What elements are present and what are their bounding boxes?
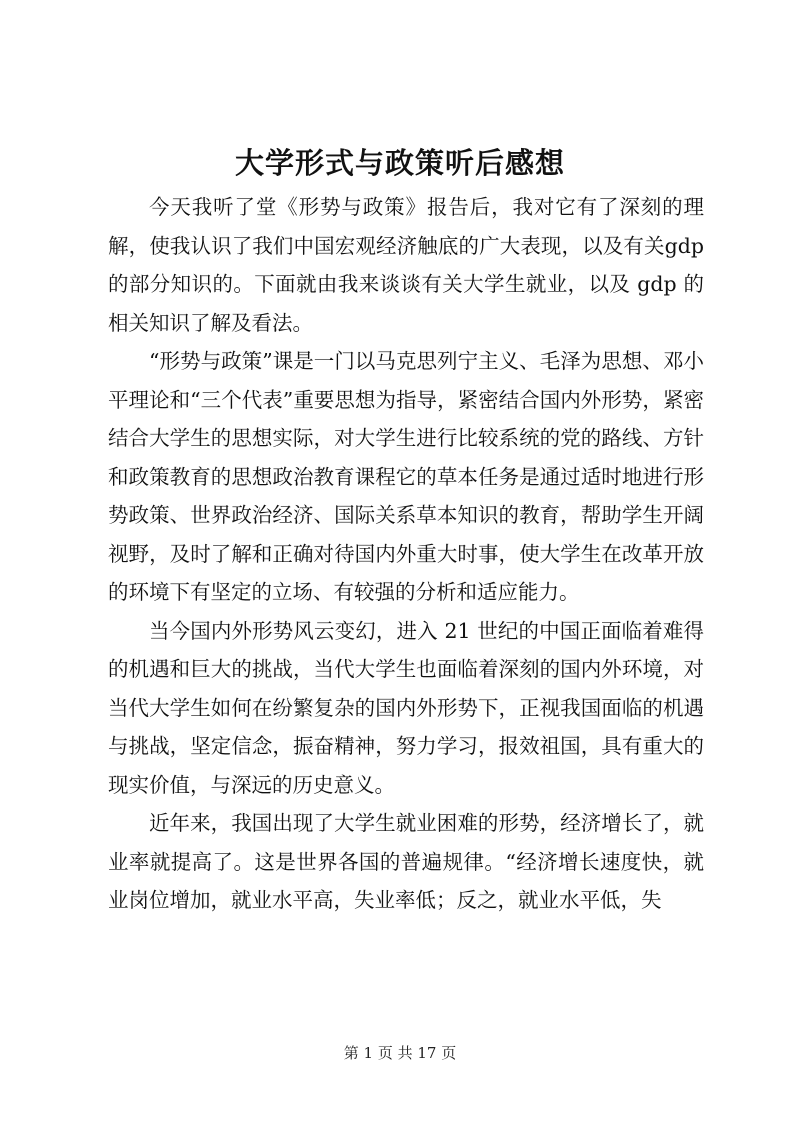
document-title: 大学形式与政策听后感想 xyxy=(234,146,565,180)
page-footer: 第 1 页 共 17 页 xyxy=(343,1044,457,1062)
paragraph-1: 今天我听了堂《形势与政策》报告后，我对它有了深刻的理解，使我认识了我们中国宏观经济触底的广大表现，以及有关gdp的部分知识的。下面就由我来谈谈有关大学生就业，以及 gdp 的相关知识了解及看法。 xyxy=(108,195,704,335)
document-body xyxy=(108,188,704,920)
paragraph-2: “形势与政策”课是一门以马克思列宁主义、毛泽为思想、邓小平理论和“三个代表”重要思想为指导，紧密结合国内外形势，紧密结合大学生的思想实际，对大学生进行比较系统的党的路线、方针和政策教育的思想政治教育课程它的草本任务是通过适时地进行形势政策、世界政治经济、国际关系草本知识的教育，帮助学生开阔视野，及时了解和正确对待国内外重大时事，使大学生在改革开放的环境下有坚定的立场、有较强的分析和适应能力。 xyxy=(108,349,704,604)
paragraph-4: 近年来，我国出现了大学生就业困难的形势，经济增长了，就业率就提高了。这是世界各国的普遍规律。“经济增长速度快，就业岗位增加，就业水平高，失业率低；反之，就业水平低，失 xyxy=(108,811,704,912)
paragraph-3: 当今国内外形势风云变幻，进入 21 世纪的中国正面临着难得的机遇和巨大的挑战，当代大学生也面临着深刻的国内外环境，对当代大学生如何在纷繁复杂的国内外形势下，正视我国面临的机遇与挑战，坚定信念，振奋精神，努力学习，报效祖国，具有重大的现实价值，与深远的历史意义。 xyxy=(108,618,704,797)
